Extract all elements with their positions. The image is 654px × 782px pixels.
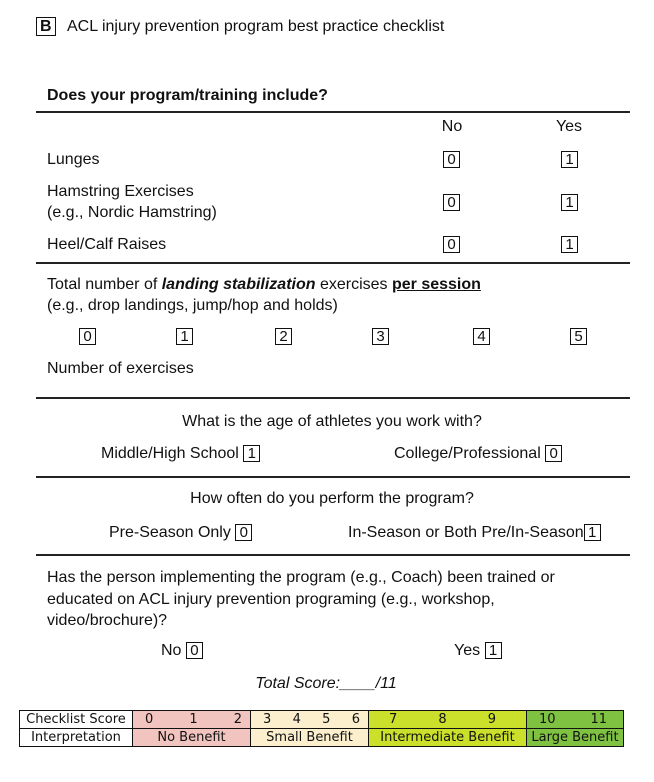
- landing-example: (e.g., drop landings, jump/hop and holds): [47, 297, 338, 314]
- exercise-count-box[interactable]: 2: [275, 328, 292, 345]
- score-value: 4: [292, 712, 301, 727]
- band-label-intermediate-benefit: Intermediate Benefit: [369, 729, 527, 747]
- score-value: 7: [389, 712, 398, 727]
- band-scores-small-benefit: [251, 711, 369, 729]
- total-score: Total Score:____/11: [255, 675, 397, 692]
- score-box[interactable]: 0: [186, 642, 203, 659]
- training-question-line: Has the person implementing the program (e.g., Coach) been trained or: [47, 569, 555, 586]
- score-value: 5: [322, 712, 331, 727]
- band-label-large-benefit: Large Benefit: [527, 729, 624, 747]
- age-option-college: [394, 445, 562, 463]
- frequency-option-preseason: [109, 524, 252, 542]
- col-no-header: No: [441, 118, 463, 135]
- band-label-no-benefit: No Benefit: [133, 729, 251, 747]
- row-label: Lunges: [47, 151, 100, 168]
- exercise-count-box[interactable]: 3: [372, 328, 389, 345]
- option-label: Middle/High School: [101, 445, 239, 462]
- landing-emphasis: landing stabilization: [161, 276, 316, 293]
- score-value: 11: [590, 712, 607, 727]
- score-box[interactable]: 1: [485, 642, 502, 659]
- row-sublabel: (e.g., Nordic Hamstring): [47, 204, 217, 221]
- training-option-no: [161, 642, 203, 660]
- divider: [36, 554, 630, 556]
- interpretation-row-label: Interpretation: [20, 729, 133, 747]
- score-box[interactable]: 1: [243, 445, 260, 462]
- interpretation-row: [20, 729, 624, 747]
- score-box-yes[interactable]: 1: [561, 236, 578, 253]
- score-box-yes[interactable]: 1: [561, 151, 578, 168]
- exercise-count-box[interactable]: 0: [79, 328, 96, 345]
- col-yes-header: Yes: [555, 118, 583, 135]
- band-label-small-benefit: Small Benefit: [251, 729, 369, 747]
- score-box[interactable]: 1: [584, 524, 601, 541]
- age-option-middle-high: [101, 445, 260, 463]
- landing-question-text: Total number of: [47, 276, 162, 293]
- landing-question: [47, 276, 481, 294]
- panel-label: B: [36, 17, 56, 36]
- age-question: What is the age of athletes you work with?: [182, 413, 482, 430]
- score-box-no[interactable]: 0: [443, 236, 460, 253]
- landing-question-text: exercises: [315, 276, 392, 293]
- exercise-count-box[interactable]: 1: [176, 328, 193, 345]
- row-label: Hamstring Exercises: [47, 183, 194, 200]
- exercise-count-box[interactable]: 4: [473, 328, 490, 345]
- frequency-question: How often do you perform the program?: [190, 490, 474, 507]
- divider: [36, 262, 630, 264]
- band-scores-no-benefit: [133, 711, 251, 729]
- band-scores-intermediate-benefit: [369, 711, 527, 729]
- option-label: College/Professional: [394, 445, 541, 462]
- score-value: 10: [539, 712, 556, 727]
- score-row: [20, 711, 624, 729]
- training-option-yes: [454, 642, 502, 660]
- divider: [36, 397, 630, 399]
- score-interpretation-key: [19, 710, 624, 747]
- score-box-no[interactable]: 0: [443, 194, 460, 211]
- divider: [36, 111, 630, 113]
- exercise-count-box[interactable]: 5: [570, 328, 587, 345]
- option-label: Yes: [454, 642, 481, 659]
- option-label: In-Season or Both Pre/In-Season: [348, 524, 584, 541]
- score-value: 3: [263, 712, 272, 727]
- score-box[interactable]: 0: [235, 524, 252, 541]
- score-box-no[interactable]: 0: [443, 151, 460, 168]
- band-scores-large-benefit: [527, 711, 624, 729]
- training-question-line: educated on ACL injury prevention programing (e.g., workshop,: [47, 591, 495, 608]
- score-value: 8: [438, 712, 447, 727]
- score-value: 0: [145, 712, 154, 727]
- training-question-line: video/brochure)?: [47, 612, 168, 629]
- section1-question: Does your program/training include?: [47, 87, 328, 104]
- score-value: 9: [487, 712, 496, 727]
- score-value: 1: [189, 712, 198, 727]
- exercise-count-caption: Number of exercises: [47, 360, 194, 377]
- score-box[interactable]: 0: [545, 445, 562, 462]
- score-row-label: Checklist Score: [20, 711, 133, 729]
- row-label: Heel/Calf Raises: [47, 236, 167, 253]
- per-session-emphasis: per session: [391, 276, 481, 293]
- score-value: 6: [351, 712, 360, 727]
- option-label: Pre-Season Only: [109, 524, 231, 541]
- page-title: ACL injury prevention program best practice checklist: [67, 18, 445, 35]
- score-box-yes[interactable]: 1: [561, 194, 578, 211]
- frequency-option-inseason: [348, 524, 601, 542]
- divider: [36, 476, 630, 478]
- score-value: 2: [233, 712, 242, 727]
- option-label: No: [161, 642, 182, 659]
